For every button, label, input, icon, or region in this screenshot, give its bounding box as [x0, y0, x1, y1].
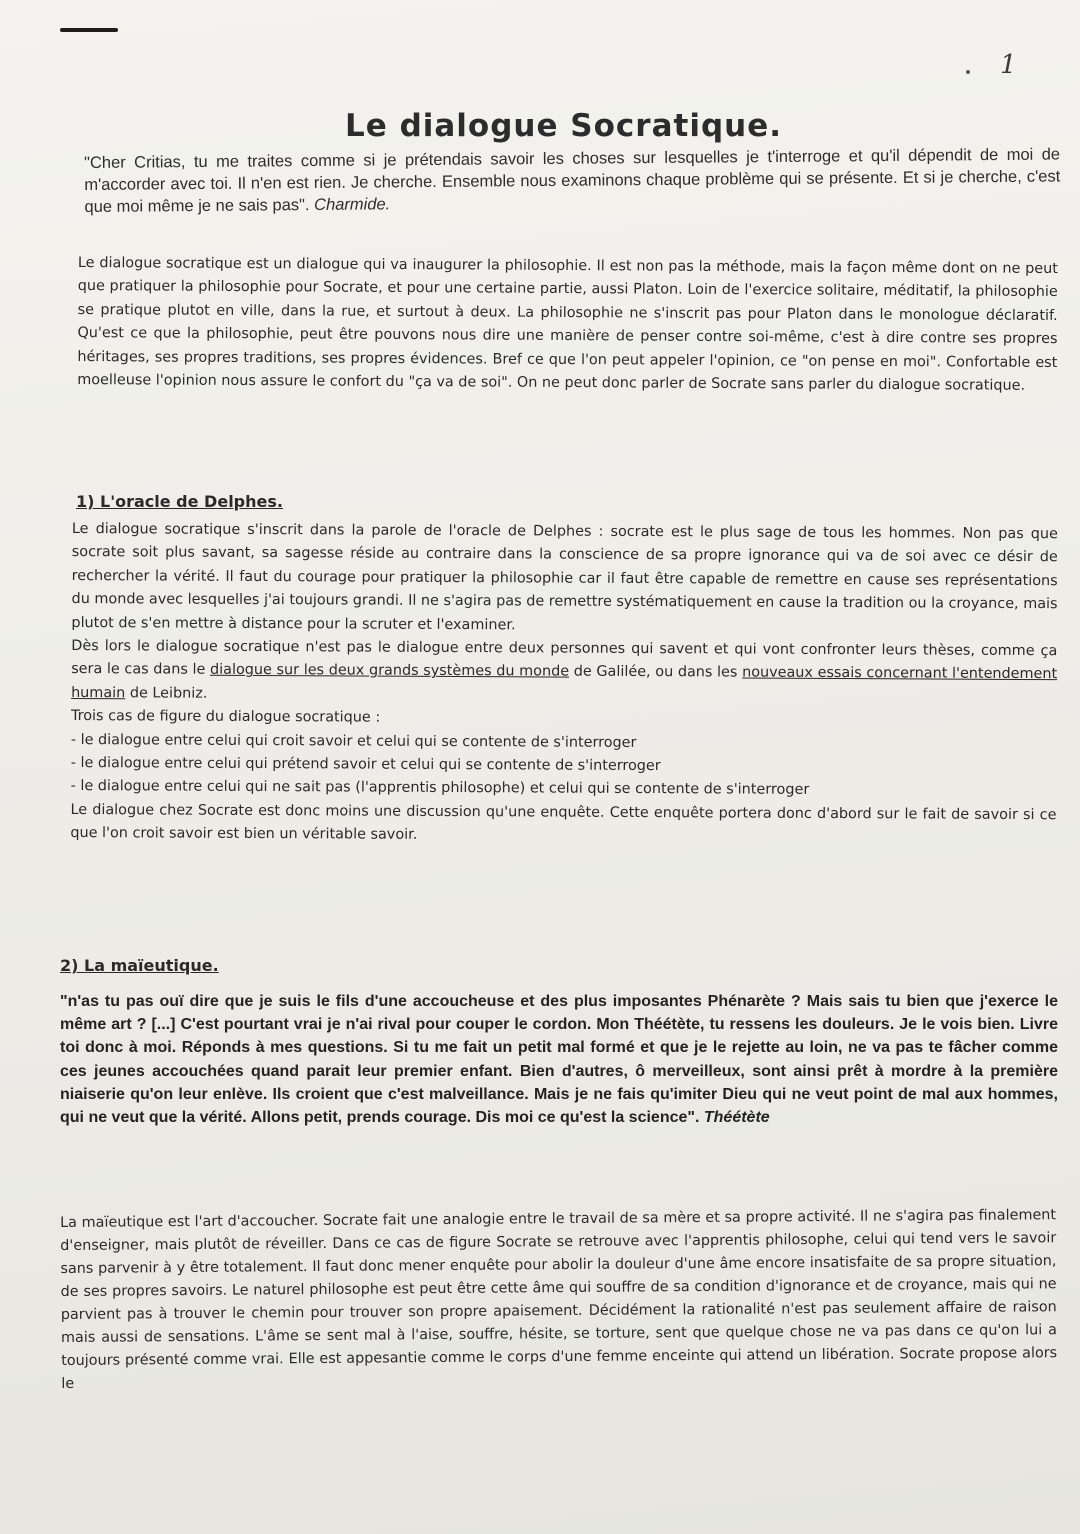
case-item: - le dialogue entre celui qui ne sait pas (l'apprentis philosophe) et celui qui se contente de s'interroger — [70, 778, 810, 799]
section-oracle-body — [70, 518, 1058, 851]
top-dash-mark — [60, 28, 118, 32]
works-text-end: de Leibniz. — [129, 685, 208, 702]
theetete-quote — [60, 990, 1058, 1129]
case-item: - le dialogue entre celui qui prétend savoir et celui qui se contente de s'interroger — [70, 755, 661, 775]
opening-quote — [84, 143, 1061, 218]
oracle-paragraph: Le dialogue socratique s'inscrit dans la parole de l'oracle de Delphes : socrate est le plus sage de tous les hommes. Non pas que socrate soit plus savant, sa sagesse réside au contraire dans la conscience de sa propre ignorance qui va de soi avec ce désir de rechercher la vérité. Il faut du courage pour pratiquer la philosophie car il faut être capable de remettre en cause ses représentations du monde avec lesquelles j'ai toujours grandi. Il ne s'agira pas de remettre systématiquement en cause la tradition ou la croyance, mais plutot de s'en mettre à distance pour la scruter et l'examiner. — [71, 520, 1058, 633]
oracle-conclusion: Le dialogue chez Socrate est donc moins une discussion qu'une enquête. Cette enquête portera donc d'abord sur le fait de savoir si ce que l'on croit savoir est bien un véritable savoir. — [70, 801, 1057, 844]
intro-paragraph: Le dialogue socratique est un dialogue qui va inaugurer la philosophie. Il est non pas la méthode, mais la façon même dont on ne peut que pratiquer la philosophie pour Socrate, et pour une certaine partie, aussi Platon. Loin de l'exercice solitaire, méditatif, la philosophie se pratique plutot en ville, dans la rue, et surtout à deux. La philosophie ne s'inscrit pas pour Platon dans le monologue déclaratif. Qu'est ce que la philosophie, peut être pouvons nous dire une manière de penser contre soi-même, c'est à dire contre ses propres héritages, ses propres traditions, ses propres évidences. Bref ce que l'on peut appeler l'opinion, ce "on pense en moi". Confortable est moelleuse l'opinion nous assure le confort du "ça va de soi". On ne peut donc parler de Socrate sans parler du dialogue socratique. — [77, 254, 1058, 394]
ink-dot — [966, 70, 970, 74]
page-number: 1 — [1000, 50, 1017, 80]
works-text-mid: de Galilée, ou dans les — [573, 664, 738, 681]
case-item: - le dialogue entre celui qui croit savoir et celui qui se contente de s'interroger — [70, 731, 637, 751]
section-heading-maieutique: 2) La maïeutique. — [60, 956, 219, 975]
work-title-galilee: dialogue sur les deux grands systèmes du monde — [209, 662, 570, 681]
document-title: Le dialogue Socratique. — [345, 108, 783, 144]
theetete-quote-text: "n'as tu pas ouï dire que je suis le fils d'une accoucheuse et des plus imposantes Phénarète ? Mais sais tu bien que j'exerce le même art ? [...] C'est pourtant vrai je n'ai rival pour couper le cordon. Mon Théétète, tu ressens les douleurs. Je le vois bien. Livre toi donc à moi. Réponds à mes questions. Si tu me fait un petit mal formé et que je le rejette au loin, ne va pas te fâcher comme ces jeunes accouchées quand parait leur premier enfant. Bien d'autres, ô merveilleux, sont ainsi prêt à mordre à la première niaiserie qu'on leur enlève. Ils croient que c'est malveillance. Mais je ne fais qu'imiter Dieu qui ne veut point de mal aux hommes, qui ne veut que la vérité. Allons petit, prends courage. Dis moi ce qu'est la science". — [60, 993, 1058, 1127]
oracle-paragraph-works — [71, 635, 1057, 710]
section-heading-oracle: 1) L'oracle de Delphes. — [76, 492, 283, 511]
work-title-leibniz: nouveaux essais concernant l'entendement humain — [71, 664, 1058, 702]
cases-intro: Trois cas de figure du dialogue socratique : — [70, 708, 381, 726]
opening-quote-text: "Cher Critias, tu me traites comme si je prétendais savoir les choses sur lesquelles je t'interroge et qu'il dépendit de moi de m'accorder avec toi. Il n'en est rien. Je cherche. Ensemble nous examinons chaque problème qui se présente. Et si je cherche, c'est que moi même je ne sais pas". — [84, 145, 1061, 216]
theetete-quote-source: Théétète — [703, 1109, 770, 1127]
opening-quote-source: Charmide. — [314, 195, 391, 214]
works-text-start: Dès lors le dialogue socratique n'est pas le dialogue entre deux personnes qui savent et qui vont confronter leurs thèses, comme ça sera le cas dans le — [71, 638, 1058, 679]
maieutique-paragraph: La maïeutique est l'art d'accoucher. Socrate fait une analogie entre le travail de sa mère et sa propre activité. Il ne s'agira pas finalement d'enseigner, mais plutôt de réveiller. Dans ce cas de figure Socrate se retrouve avec l'apprentis philosophe, celui qui tend vers le savoir sans parvenir à y être totalement. Il faut donc mener enquête pour abolir la douleur d'une âme encore insatisfaite de sa propre situation, de ses propres savoirs. Le naturel philosophe est peut être cette âme qui souffre de sa condition d'ignorance et de croyance, mais qui ne parvient pas à trouver le chemin pour trouver son propre apaisement. Décidément la rationalité n'est pas seulement affaire de raison mais aussi de sensations. L'âme se sent mal à l'aise, souffre, hésite, se torture, sent que quelque chose ne va pas dans ce qu'on lui a toujours présenté comme vrai. Elle est appesantie comme le corps d'une femme enceinte qui attend un libération. Socrate propose alors le — [60, 1207, 1058, 1392]
